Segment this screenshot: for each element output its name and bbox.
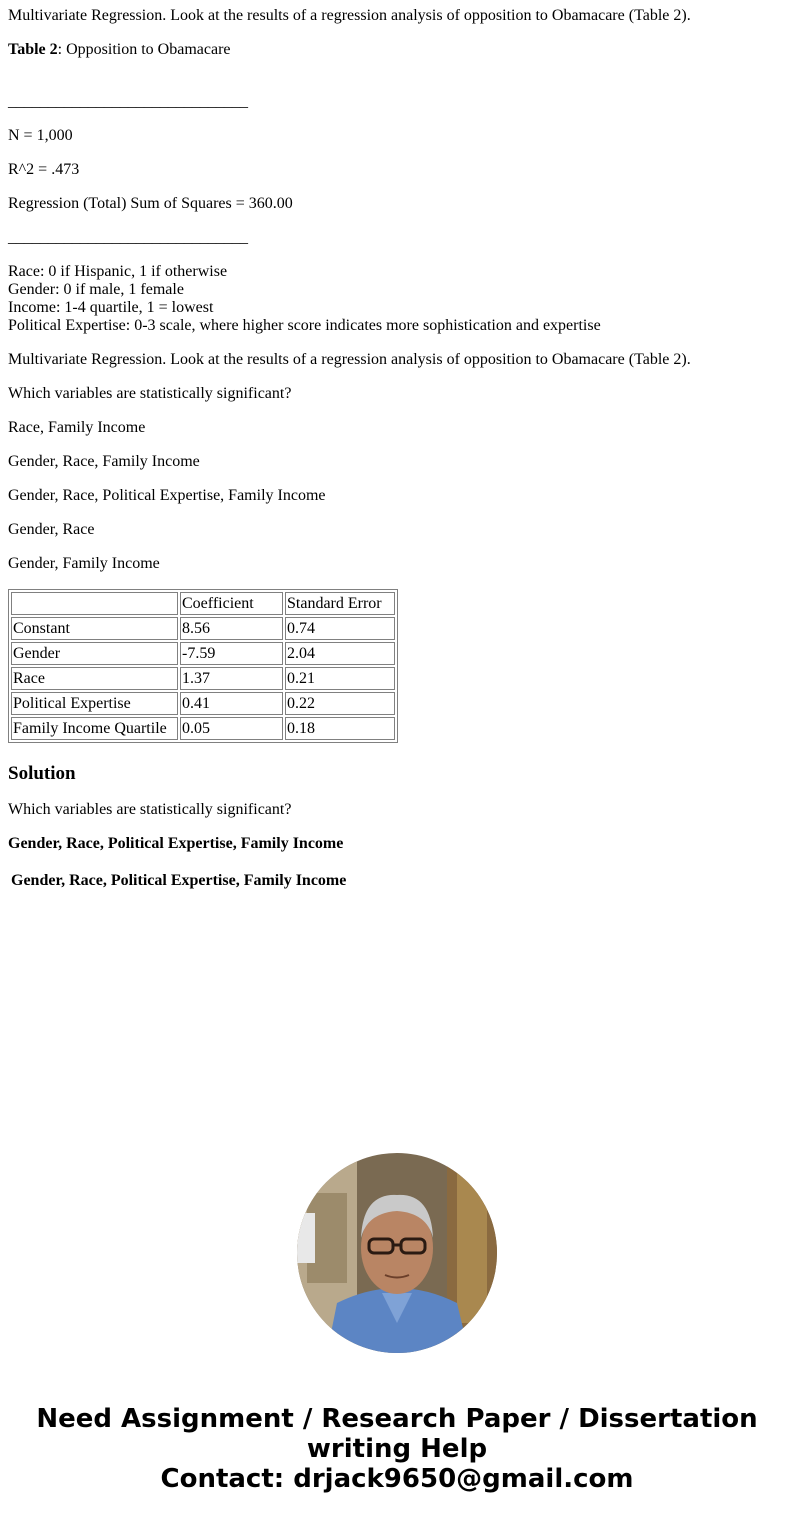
banner-line-1: Need Assignment / Research Paper / Dissertation xyxy=(36,1404,758,1434)
question-text: Which variables are statistically significant? xyxy=(8,385,292,402)
banner-line-2: writing Help xyxy=(306,1434,488,1464)
table-cell: Family Income Quartile xyxy=(11,717,178,740)
table-header-cell xyxy=(11,592,178,615)
table-header-row xyxy=(11,592,395,615)
table-cell: 0.22 xyxy=(285,692,395,715)
intro-text-repeat: Multivariate Regression. Look at the results of a regression analysis of opposition to Obamacare (Table 2). xyxy=(8,351,691,368)
promo-banner xyxy=(0,1404,794,1494)
table-cell: 0.21 xyxy=(285,667,395,690)
table-header-cell: Standard Error xyxy=(285,592,395,615)
table-header-cell: Coefficient xyxy=(180,592,283,615)
table-row xyxy=(11,667,395,690)
stat-sum-of-squares: Regression (Total) Sum of Squares = 360.00 xyxy=(8,195,293,212)
definition-gender: Gender: 0 if male, 1 female xyxy=(8,281,184,298)
table-row xyxy=(11,642,395,665)
table-row xyxy=(11,617,395,640)
author-avatar xyxy=(297,1153,497,1353)
table-cell: -7.59 xyxy=(180,642,283,665)
answer-option: Gender, Race, Family Income xyxy=(8,453,200,470)
answer-option: Race, Family Income xyxy=(8,419,146,436)
table-cell: 0.18 xyxy=(285,717,395,740)
table-row xyxy=(11,692,395,715)
table-cell: 0.74 xyxy=(285,617,395,640)
definition-income: Income: 1-4 quartile, 1 = lowest xyxy=(8,299,214,316)
definition-race: Race: 0 if Hispanic, 1 if otherwise xyxy=(8,263,228,280)
table-cell: Constant xyxy=(11,617,178,640)
stat-r-squared: R^2 = .473 xyxy=(8,161,80,178)
table-row xyxy=(11,717,395,740)
horizontal-rule-bottom: ______________________________ xyxy=(8,229,248,246)
answer-option: Gender, Family Income xyxy=(8,555,160,572)
answer-option: Gender, Race xyxy=(8,521,95,538)
table-cell: 0.41 xyxy=(180,692,283,715)
table-cell: Race xyxy=(11,667,178,690)
table-cell: Gender xyxy=(11,642,178,665)
solution-answer-repeat: Gender, Race, Political Expertise, Family Income xyxy=(11,872,347,889)
stat-n: N = 1,000 xyxy=(8,127,73,144)
blank-space xyxy=(8,59,786,93)
table-cell: 2.04 xyxy=(285,642,395,665)
person-photo-icon xyxy=(297,1153,497,1353)
table-cell: 8.56 xyxy=(180,617,283,640)
table-cell: 1.37 xyxy=(180,667,283,690)
horizontal-rule-top: ______________________________ xyxy=(8,93,248,110)
solution-question: Which variables are statistically significant? xyxy=(8,801,292,818)
answer-option: Gender, Race, Political Expertise, Family Income xyxy=(8,487,326,504)
table-title xyxy=(8,41,786,59)
banner-contact: Contact: drjack9650@gmail.com xyxy=(160,1464,634,1494)
solution-heading: Solution xyxy=(8,763,76,784)
regression-table xyxy=(8,589,398,743)
table-title-label: Table 2 xyxy=(8,41,58,58)
definition-political-expertise: Political Expertise: 0-3 scale, where higher score indicates more sophistication and expertise xyxy=(8,317,601,334)
intro-text: Multivariate Regression. Look at the results of a regression analysis of opposition to Obamacare (Table 2). xyxy=(8,7,691,24)
table-cell: 0.05 xyxy=(180,717,283,740)
table-title-rest: : Opposition to Obamacare xyxy=(57,41,231,58)
variable-definitions xyxy=(8,263,786,335)
solution-answer: Gender, Race, Political Expertise, Family Income xyxy=(8,835,344,852)
table-cell: Political Expertise xyxy=(11,692,178,715)
